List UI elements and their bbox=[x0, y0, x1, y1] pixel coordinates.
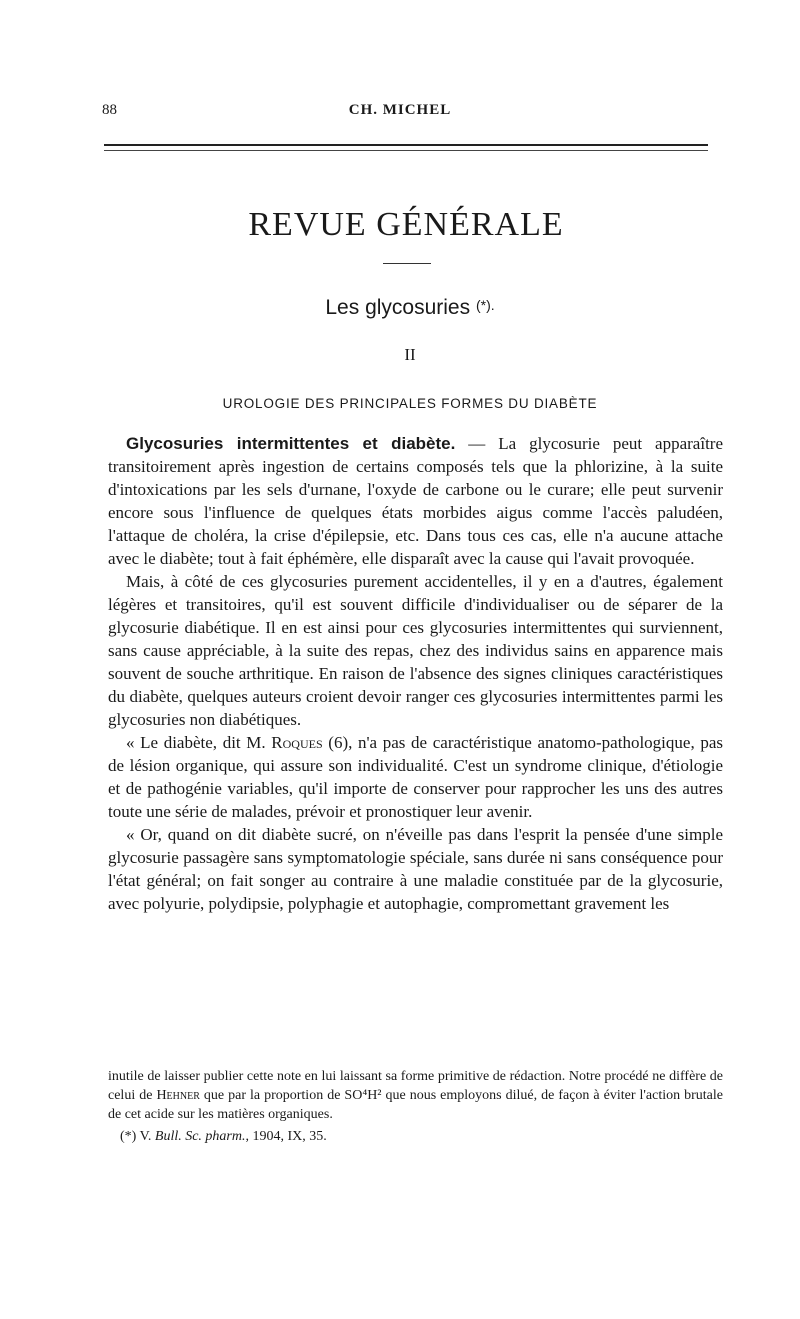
running-head: CH. MICHEL bbox=[348, 102, 452, 118]
title-divider bbox=[383, 263, 431, 264]
header-rule bbox=[104, 144, 708, 146]
article-subtitle bbox=[0, 296, 800, 320]
footnotes bbox=[108, 1067, 723, 1146]
footnote-continued-start: inutile de laisser publier cette note en lui laissant sa forme primitive de rédaction. Notre procédé ne diffère de celui de bbox=[108, 1069, 723, 1103]
footnote-author-name: Hehner bbox=[156, 1088, 200, 1103]
subtitle-text: Les glycosuries bbox=[325, 296, 471, 319]
page-number: 88 bbox=[102, 102, 117, 118]
body-text bbox=[108, 432, 723, 915]
paragraph-4: « Or, quand on dit diabète sucré, on n'éveille pas dans l'esprit la pensée d'une simple glycosurie passagère sans symptomatologie spéciale, sans durée ni sans conséquence pour l'état général; on fait songer au contraire à une maladie constituée par de la glycosurie, avec polyurie, polydipsie, polyphagie et autophagie, compromettant gravement les bbox=[108, 825, 723, 913]
paragraph-1-text: — La glycosurie peut apparaître transitoirement après ingestion de certains composés tels que la phlorizine, à la suite d'intoxications par les sels d'urnane, l'oxyde de carbone ou le curare; elle peut survenir encore sous l'influence de quelques états morbides aigus comme l'accès paludéen, l'attaque de choléra, la crise d'épilepsie, etc. Dans tous ces cas, elle n'a aucune attache avec le diabète; tout à fait éphémère, elle disparaît avec la cause qui l'avait provoquée. bbox=[108, 434, 724, 568]
header-rule-thin bbox=[104, 150, 708, 151]
paragraph-lead: Glycosuries intermittentes et diabète. bbox=[126, 434, 456, 453]
article-title: REVUE GÉNÉRALE bbox=[248, 206, 564, 243]
footnote-reference bbox=[108, 1127, 723, 1146]
footnote-journal: Bull. Sc. pharm. bbox=[154, 1129, 246, 1144]
footnote-marker: (*) V. bbox=[120, 1129, 155, 1144]
section-heading: UROLOGIE DES PRINCIPALES FORMES DU DIABÈTE bbox=[222, 396, 598, 411]
paragraph-3-start: « Le diabète, dit M. bbox=[126, 733, 272, 752]
paragraph-2: Mais, à côté de ces glycosuries purement accidentelles, il y en a d'autres, également légères et transitoires, qu'il est souvent difficile d'individualiser ou de séparer de la glycosurie diabétique. Il en est ainsi pour ces glycosuries intermittentes qui surviennent, sans cause appréciable, à la suite des repas, chez des individus sains en apparence mais souvent de souche arthritique. En raison de l'absence des signes cliniques caractéristiques du diabète, quelques auteurs croient devoir ranger ces glycosuries intermittentes parmi les glycosuries non diabétiques. bbox=[108, 572, 723, 729]
footnote-continued bbox=[108, 1067, 723, 1124]
author-name: Roques bbox=[271, 733, 323, 752]
footnote-continued-end: que par la proportion de SO⁴H² que nous employons dilué, de façon à éviter l'action brutale de cet acide sur les matières organiques. bbox=[108, 1088, 723, 1122]
subtitle-note-ref: (*). bbox=[475, 297, 495, 313]
part-number: II bbox=[404, 345, 416, 364]
footnote-citation: , 1904, IX, 35. bbox=[245, 1129, 327, 1144]
paragraph-3-end: (6), n'a pas de caractéristique anatomo-pathologique, pas de lésion organique, qui assure son individualité. C'est un syndrome clinique, d'étiologie et de pathogénie variables, qu'il importe de conserver pour rapprocher les uns des autres toute une série de malades, prévoir et pronostiquer leur avenir. bbox=[108, 733, 723, 821]
paragraph-3 bbox=[108, 731, 723, 823]
paragraph-1 bbox=[108, 432, 723, 570]
